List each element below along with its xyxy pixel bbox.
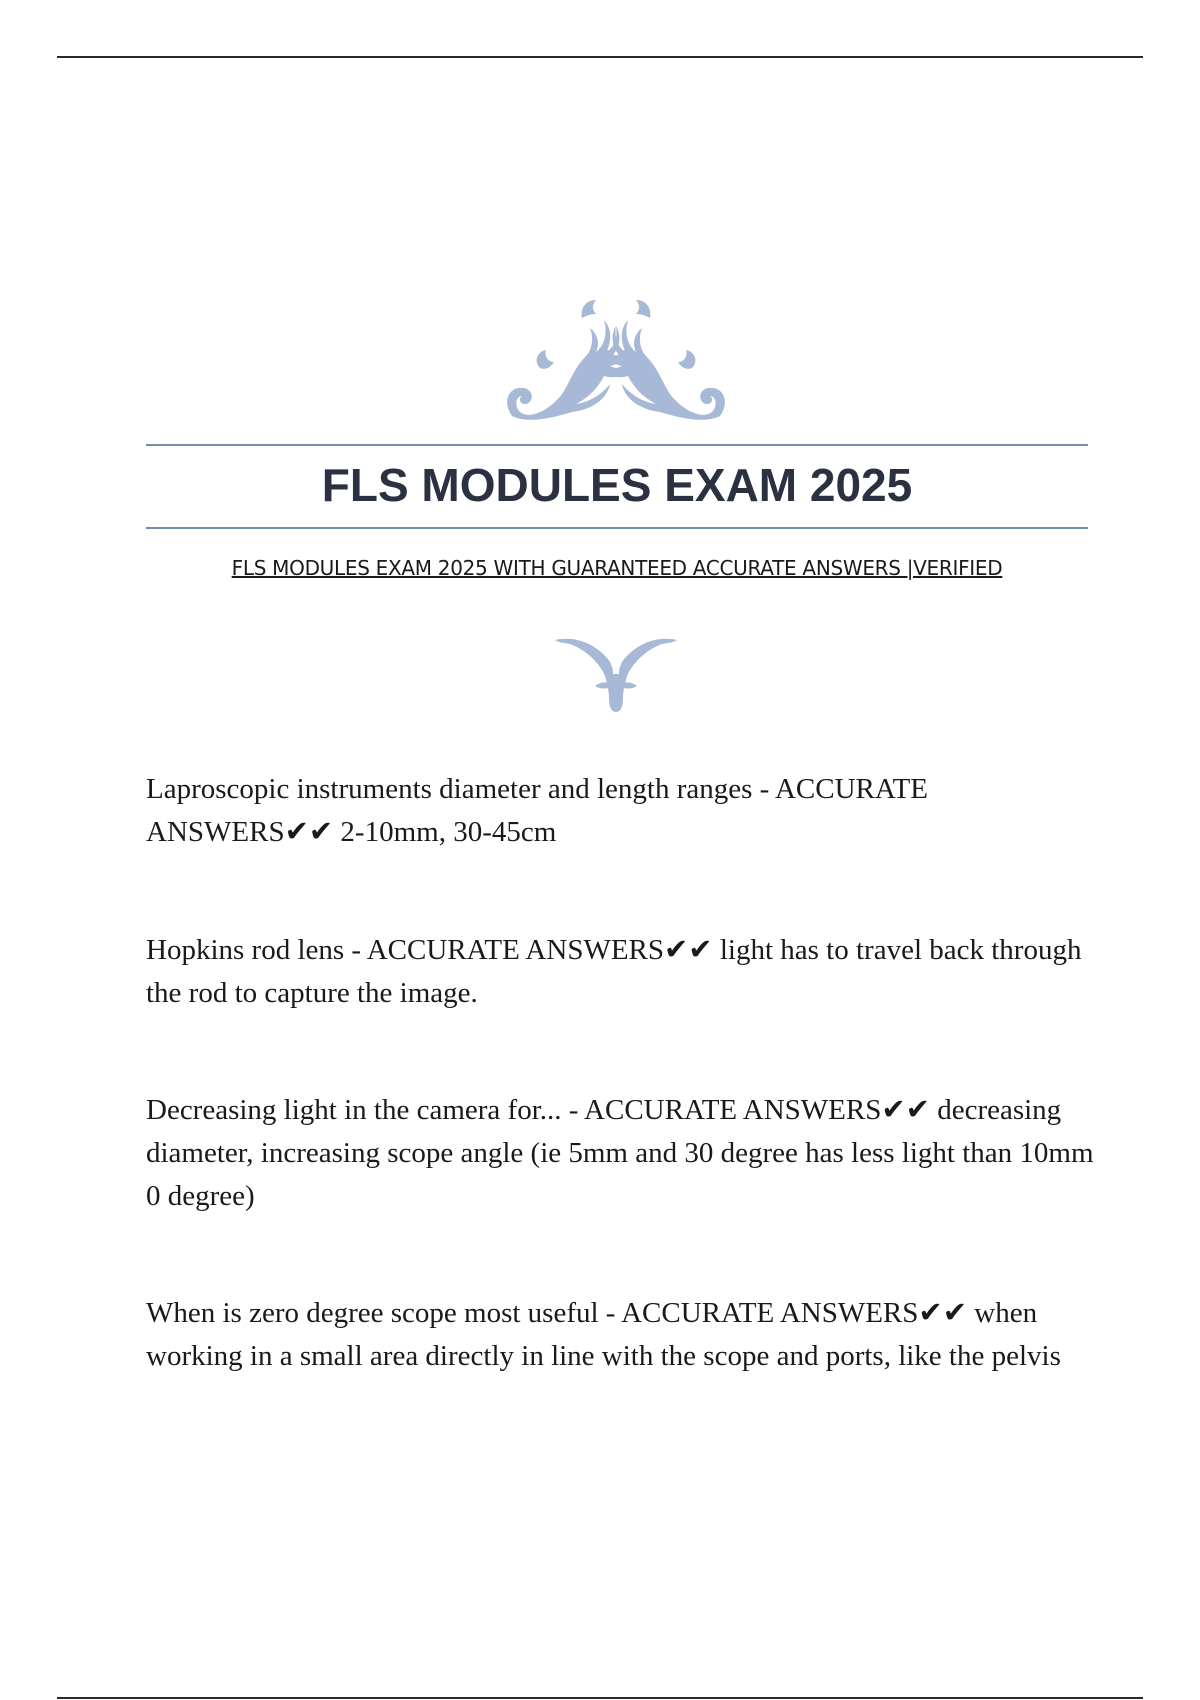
page-footer-rule bbox=[57, 1697, 1143, 1699]
fleuron-icon bbox=[553, 632, 679, 712]
qa-item-1: Laproscopic instruments diameter and length ranges - ACCURATE ANSWERS✔✔ 2-10mm, 30-45cm bbox=[146, 773, 929, 848]
qa-item-4: When is zero degree scope most useful - ACCURATE ANSWERS✔✔ when working in a small area directly in line with the scope and ports, like the pelvis bbox=[146, 1297, 1061, 1372]
page-header-rule bbox=[57, 56, 1143, 58]
qa-item-2: Hopkins rod lens - ACCURATE ANSWERS✔✔ light has to travel back through the rod to capture the image. bbox=[146, 934, 1082, 1009]
floral-ornament-icon bbox=[500, 298, 732, 426]
document-subtitle: FLS MODULES EXAM 2025 WITH GUARANTEED ACCURATE ANSWERS |VERIFIED bbox=[231, 556, 1003, 580]
title-bottom-rule bbox=[146, 527, 1088, 529]
title-top-rule bbox=[146, 444, 1088, 446]
document-title: FLS MODULES EXAM 2025 bbox=[321, 459, 913, 511]
qa-item-3: Decreasing light in the camera for... - ACCURATE ANSWERS✔✔ decreasing diameter, increasing scope angle (ie 5mm and 30 degree has less light than 10mm 0 degree) bbox=[146, 1094, 1094, 1212]
